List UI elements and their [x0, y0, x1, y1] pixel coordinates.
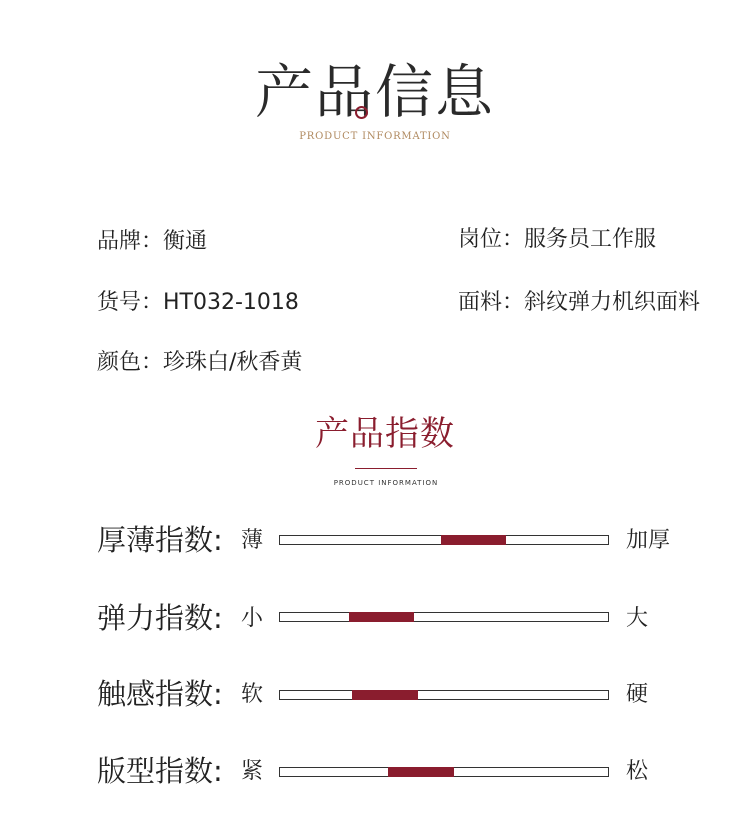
info-color: 颜色：珍珠白/秋香黄: [97, 350, 303, 375]
index-min-thickness: 薄: [241, 528, 264, 553]
index-label-touch: 触感指数:: [97, 677, 223, 711]
index-fill-touch: [352, 690, 418, 700]
index-bar-fit: [279, 767, 609, 777]
index-label-elasticity: 弹力指数:: [97, 601, 223, 635]
section-subtitle: PRODUCT INFORMATION: [333, 479, 439, 487]
circle-ornament-icon: [355, 106, 368, 119]
index-min-touch: 软: [241, 682, 264, 707]
page-subtitle: PRODUCT INFORMATION: [299, 131, 451, 142]
index-bar-touch: [279, 690, 609, 700]
info-brand: 品牌：衡通: [97, 229, 208, 254]
page-title: 产品信息: [254, 58, 495, 126]
index-bar-thickness: [279, 535, 609, 545]
index-bar-elasticity: [279, 612, 609, 622]
index-fill-fit: [388, 767, 454, 777]
index-min-fit: 紧: [241, 759, 264, 784]
index-label-fit: 版型指数:: [97, 754, 223, 788]
info-fabric: 面料：斜纹弹力机织面料: [458, 290, 701, 315]
index-label-thickness: 厚薄指数:: [97, 523, 223, 557]
info-position: 岗位：服务员工作服: [458, 227, 657, 252]
index-fill-thickness: [441, 535, 507, 545]
section-title: 产品指数: [315, 414, 455, 454]
index-max-elasticity: 大: [626, 606, 649, 631]
section-divider: [355, 468, 417, 469]
info-item-number: 货号：HT032-1018: [97, 290, 299, 315]
index-max-touch: 硬: [626, 682, 649, 707]
index-min-elasticity: 小: [241, 606, 264, 631]
index-max-fit: 松: [626, 759, 649, 784]
index-fill-elasticity: [349, 612, 415, 622]
index-max-thickness: 加厚: [626, 528, 671, 553]
